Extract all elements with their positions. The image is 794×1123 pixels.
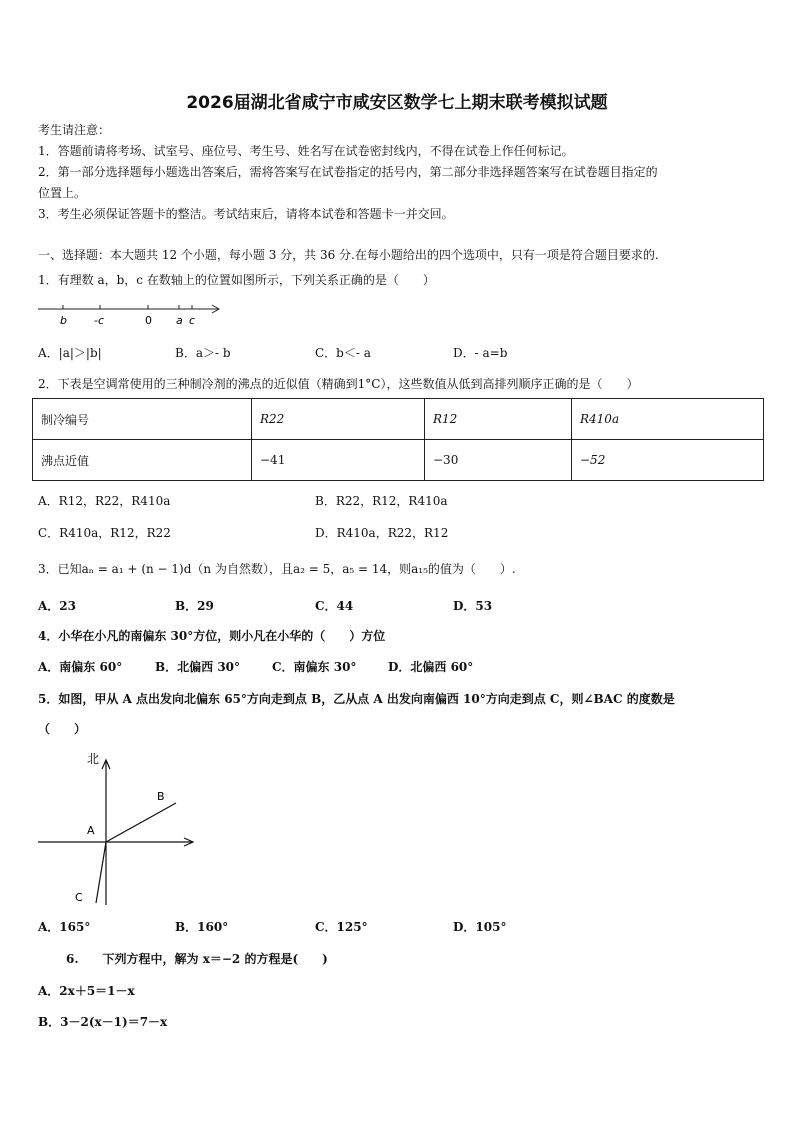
q5-stem-cont: （ ） [38,722,87,736]
label-point-a: A [87,824,95,837]
q4-option-b: B．北偏西 30° [155,660,241,674]
q5-direction-figure [30,745,200,910]
q2-stem: 2．下表是空调常使用的三种制冷剂的沸点的近似值（精确到1°C），这些数值从低到高排列顺序正确的是（ ） [38,377,639,391]
notice-item-2-cont: 位置上。 [38,186,87,200]
table-cell: R12 [425,399,572,440]
notice-item-3: 3．考生必须保证答题卡的整洁。考试结束后，请将本试卷和答题卡一并交回。 [38,207,454,221]
axis-label-c: c [189,314,196,327]
q2-option-c: C．R410a，R12，R22 [38,526,171,540]
q6-stem: 6. 下列方程中，解为 x＝−2 的方程是( ) [66,952,328,966]
q2-option-a: A．R12，R22，R410a [38,494,171,508]
ray-ab [106,803,176,842]
q4-stem: 4．小华在小凡的南偏东 30°方位，则小凡在小华的（ ）方位 [38,629,386,643]
label-point-c: C [75,891,83,904]
q5-option-a: A．165° [38,920,91,934]
q1-stem: 1．有理数 a，b，c 在数轴上的位置如图所示，下列关系正确的是（ ） [38,273,435,287]
q3-option-a: A．23 [38,599,77,613]
notice-heading: 考生请注意： [38,123,111,137]
notice-item-2: 2．第一部分选择题每小题选出答案后，需将答案写在试卷指定的括号内，第二部分非选择题答案写在试卷题目指定的 [38,165,658,179]
q1-option-d: D．- a=b [453,346,508,360]
table-cell: −41 [252,440,425,481]
ray-ac [96,842,106,903]
q4-option-d: D．北偏西 60° [388,660,474,674]
table-cell: 制冷编号 [33,399,252,440]
q1-option-b: B．a＞- b [175,346,231,360]
q3-option-b: B．29 [175,599,214,613]
table-cell: −52 [572,440,764,481]
q6-option-a: A．2x＋5＝1－x [38,984,135,998]
q5-option-b: B．160° [175,920,229,934]
q2-option-d: D．R410a，R22，R12 [315,526,449,540]
table-cell: 沸点近值 [33,440,252,481]
q4-option-c: C．南偏东 30° [272,660,357,674]
q2-option-b: B．R22，R12，R410a [315,494,448,508]
axis-label-zero: 0 [145,314,152,327]
table-row [33,440,764,481]
q1-option-a: A．|a|＞|b| [38,346,102,360]
q5-option-d: D．105° [453,920,507,934]
page-title: 2026届湖北省咸宁市咸安区数学七上期末联考模拟试题 [186,93,608,113]
q6-option-b: B．3－2(x－1)＝7－x [38,1015,168,1029]
label-point-b: B [157,790,165,803]
q1-number-line [36,300,226,330]
axis-label-neg-c: -c [94,314,105,327]
table-cell: −30 [425,440,572,481]
q4-option-a: A．南偏东 60° [38,660,123,674]
table-cell: R410a [572,399,764,440]
section-heading: 一、选择题：本大题共 12 个小题，每小题 3 分，共 36 分.在每小题给出的四个选项中，只有一项是符合题目要求的. [38,248,659,262]
q5-option-c: C．125° [315,920,368,934]
q3-option-c: C．44 [315,599,354,613]
label-north: 北 [87,752,100,766]
q5-stem: 5．如图，甲从 A 点出发向北偏东 65°方向走到点 B，乙从点 A 出发向南偏西 10°方向走到点 C，则∠BAC 的度数是 [38,692,675,706]
q2-refrigerant-table [32,398,764,481]
q3-stem: 3．已知aₙ = a₁ + (n − 1)d（n 为自然数），且a₂ = 5，a₅ = 14，则a₁₅的值为（ ）. [38,562,516,576]
axis-label-b: b [60,314,67,327]
axis-label-a: a [176,314,183,327]
table-cell: R22 [252,399,425,440]
q1-option-c: C．b＜- a [315,346,371,360]
table-row [33,399,764,440]
notice-item-1: 1．答题前请将考场、试室号、座位号、考生号、姓名写在试卷密封线内，不得在试卷上作任何标记。 [38,144,574,158]
q3-option-d: D．53 [453,599,493,613]
